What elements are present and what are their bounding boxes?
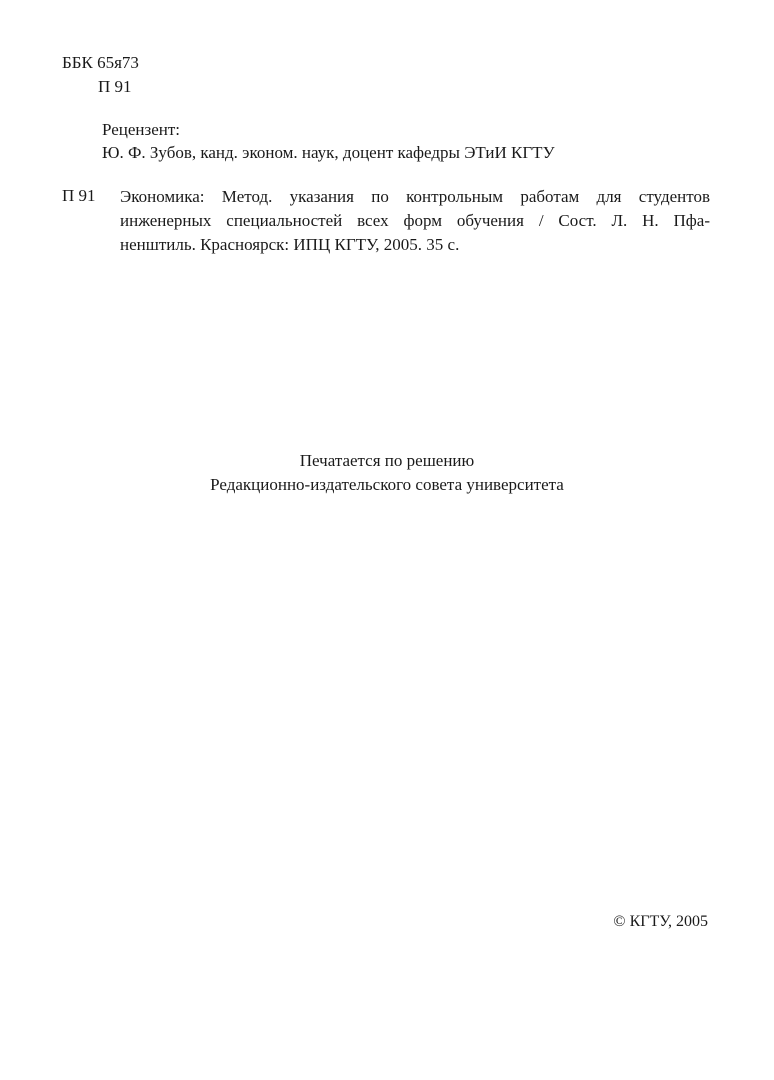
entry-line: ненштиль. Красноярск: ИПЦ КГТУ, 2005. 35 с. (120, 235, 460, 254)
copyright-notice: © КГТУ, 2005 (613, 913, 708, 930)
bibliographic-entry (120, 185, 710, 257)
entry-code: П 91 (62, 186, 96, 205)
reviewer-label: Рецензент: (102, 120, 181, 139)
entry-line: Экономика: Метод. указания по контрольным работам для студентов (120, 187, 710, 206)
entry-line: инженерных специальностей всех форм обучения / Сост. Л. Н. Пфа- (120, 211, 710, 230)
author-mark: П 91 (98, 77, 132, 96)
publication-note-line-2: Редакционно-издательского совета университета (210, 475, 564, 494)
bbk-index: ББК 65я73 (62, 53, 139, 72)
publication-note-line-1: Печатается по решению (299, 451, 475, 470)
reviewer-name: Ю. Ф. Зубов, канд. эконом. наук, доцент кафедры ЭТиИ КГТУ (102, 143, 555, 162)
